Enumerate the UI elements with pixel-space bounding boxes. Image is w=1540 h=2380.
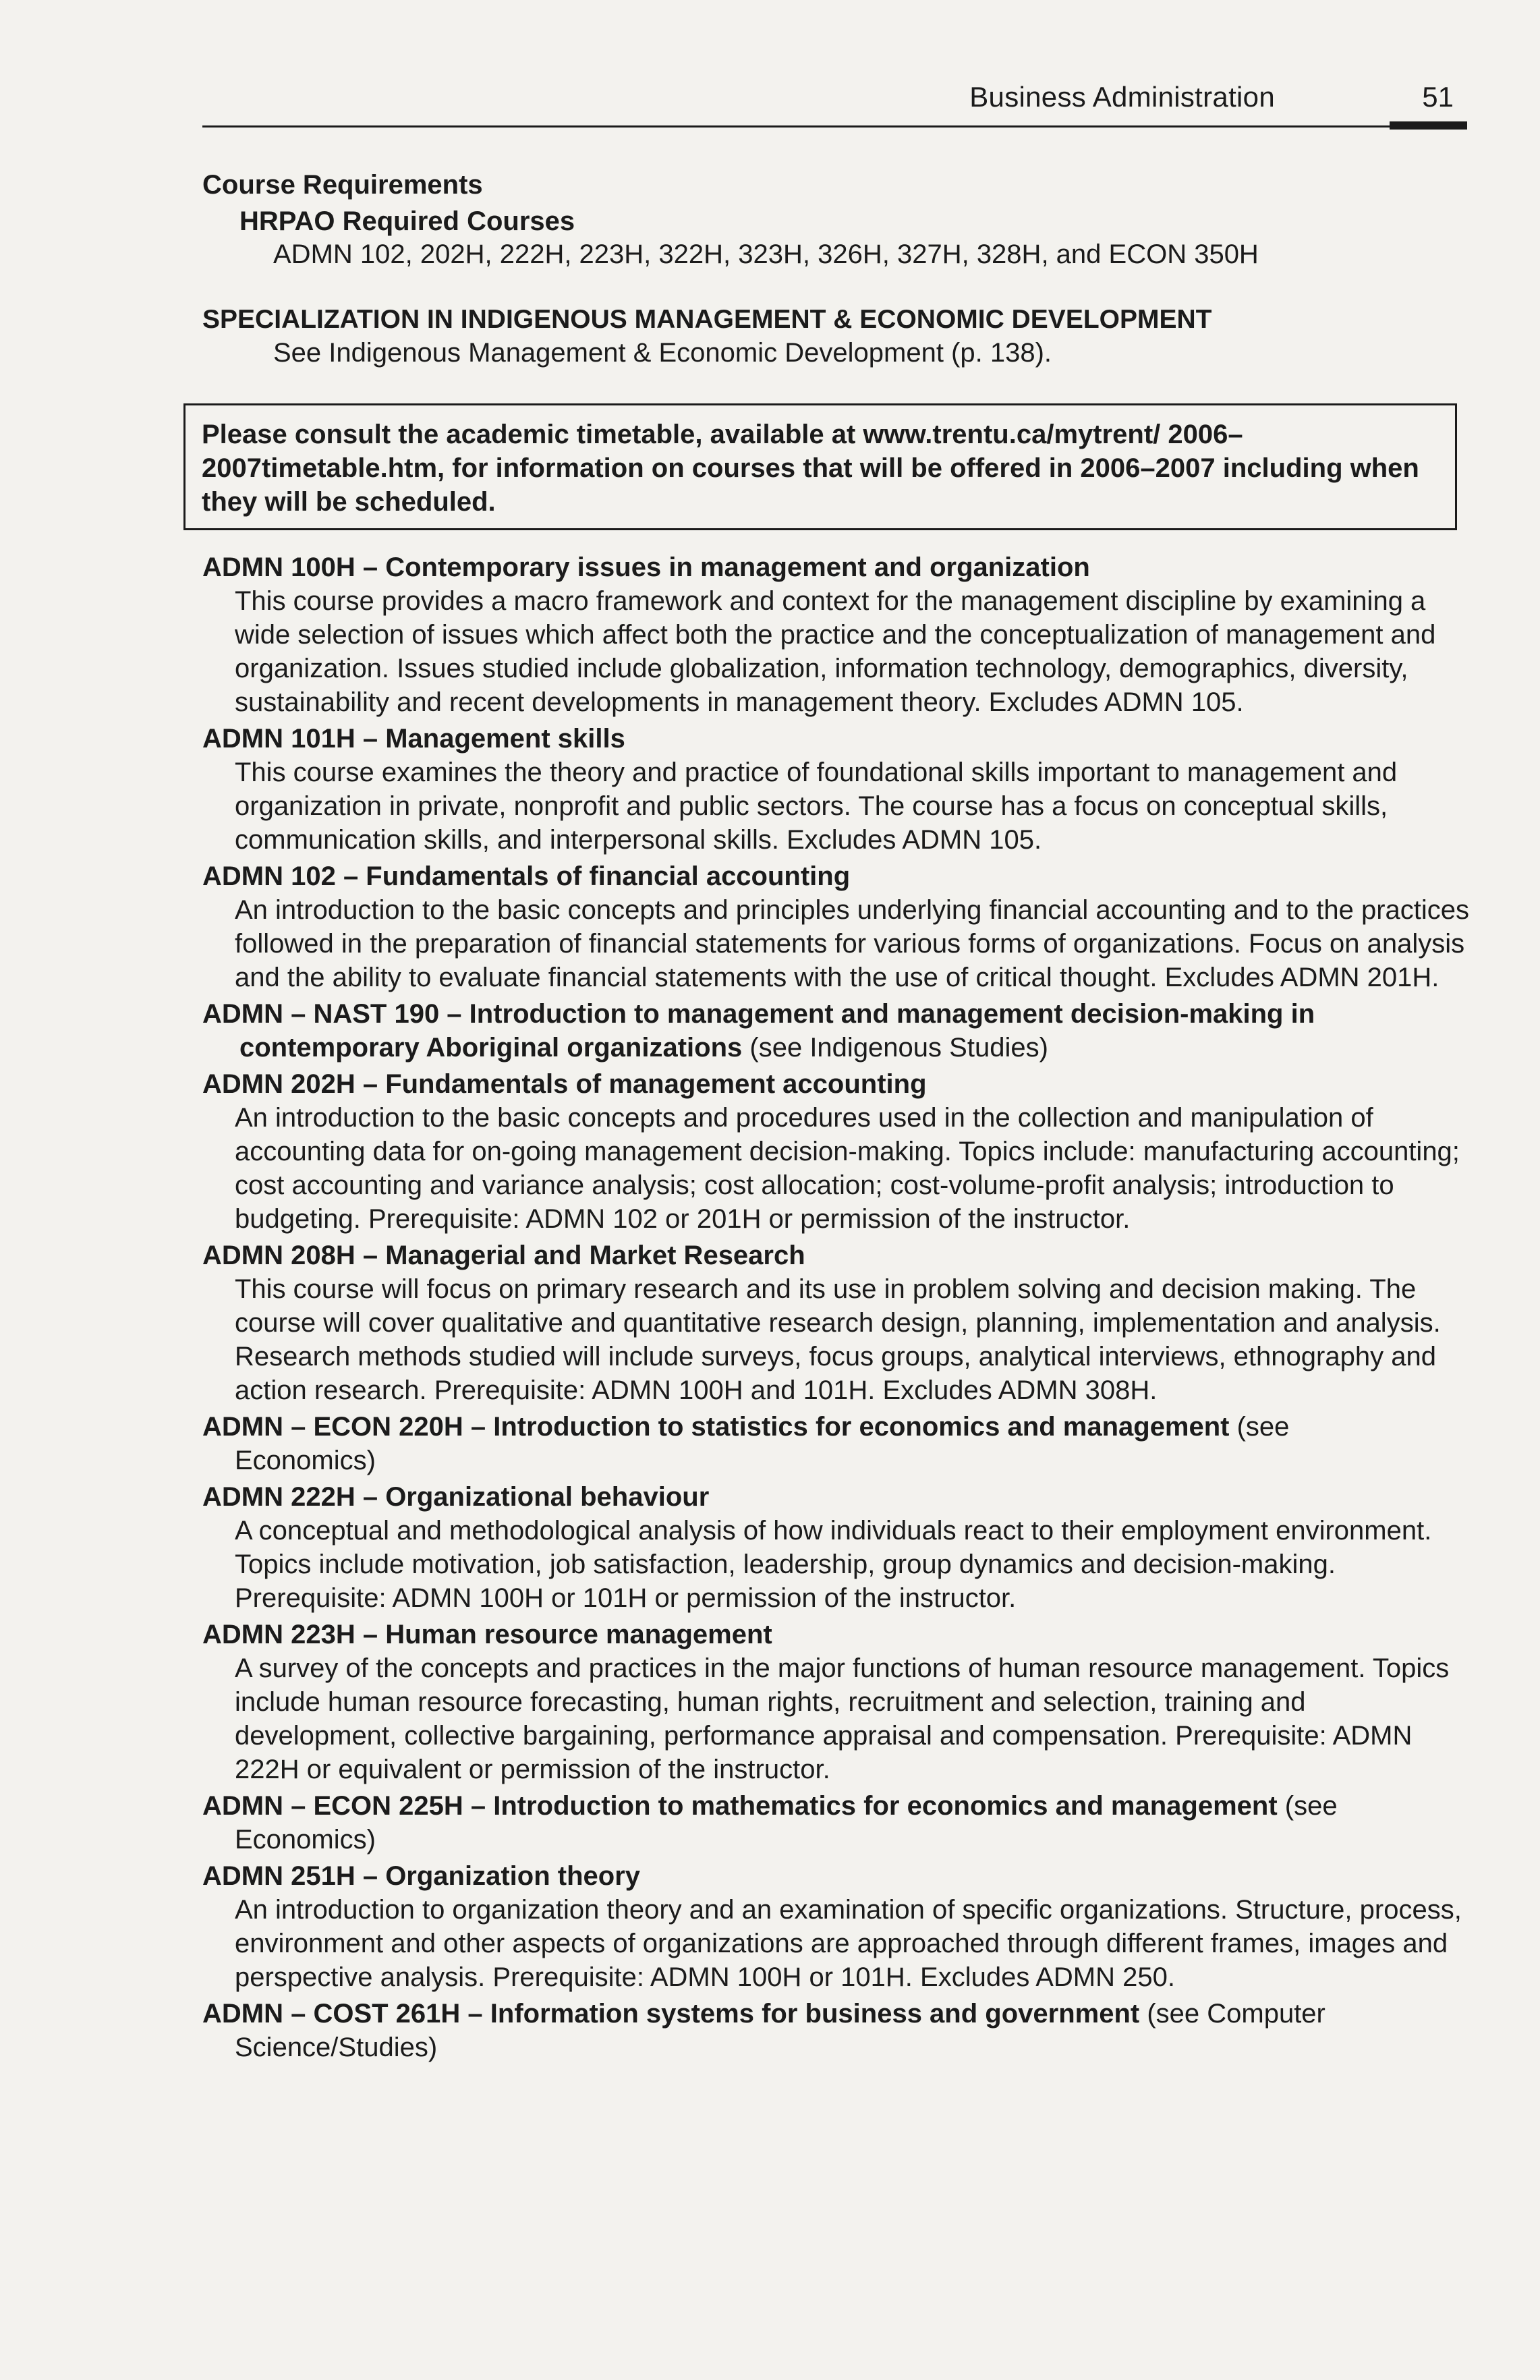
course-cross-reference-continued: Economics) bbox=[235, 1446, 376, 1475]
course-cross-reference: (see bbox=[1229, 1412, 1290, 1442]
course-description: An introduction to the basic concepts and principles underlying financial accounting and to the practices followed in the preparation of financial statements for various forms of organizations. Focus on analysis and the ability to evaluate financial statements with the use of critical thought. Excludes ADMN 201H. bbox=[235, 895, 1470, 992]
course-description: A survey of the concepts and practices in the major functions of human resource management. Topics include human resource forecasting, human rights, recruitment and selection, training and development, collective bargaining, performance appraisal and compensation. Prerequisite: ADMN 222H or equivalent or permission of the instructor. bbox=[235, 1653, 1450, 1784]
course-title bbox=[202, 1997, 1471, 2031]
course-title: ADMN 208H – Managerial and Market Research bbox=[202, 1241, 805, 1270]
course-title: ADMN 223H – Human resource management bbox=[202, 1620, 772, 1649]
course-entry bbox=[202, 859, 1471, 994]
page-header bbox=[202, 73, 1467, 134]
course-title bbox=[202, 1410, 1471, 1444]
requirements-text: ADMN 102, 202H, 222H, 223H, 322H, 323H, 326H, 327H, 328H, and ECON 350H bbox=[273, 239, 1259, 269]
requirements-heading: Course Requirements bbox=[202, 170, 483, 200]
course-cross-reference-continued: Science/Studies) bbox=[235, 2033, 438, 2062]
course-title: ADMN 251H – Organization theory bbox=[202, 1861, 641, 1891]
course-description: This course provides a macro framework and context for the management discipline by examining a wide selection of issues which affect both the practice and the conceptualization of management and organization. Issues studied include globalization, information technology, demographics, diversity, sustainability and recent developments in management theory. Excludes ADMN 105. bbox=[235, 586, 1436, 717]
course-cross-reference: (see Computer bbox=[1139, 1999, 1325, 2029]
course-title-continued bbox=[202, 1031, 1471, 1065]
course-title: ADMN 100H – Contemporary issues in management and organization bbox=[202, 552, 1090, 582]
course-description: An introduction to the basic concepts and procedures used in the collection and manipulation of accounting data for on-going management decision-making. Topics include: manufacturing accounting; cost accounting and variance analysis; cost allocation; cost-volume-profit analysis; introduction to budgeting. Prerequisite: ADMN 102 or 201H or permission of the instructor. bbox=[235, 1103, 1460, 1234]
course-entry bbox=[202, 550, 1471, 719]
course-entry bbox=[202, 997, 1471, 1065]
course-title: ADMN 202H – Fundamentals of management accounting bbox=[202, 1069, 927, 1099]
course-description: An introduction to organization theory and an examination of specific organizations. Structure, process, environment and other aspects of organizations are approached through different frames, images and perspective analysis. Prerequisite: ADMN 100H or 101H. Excludes ADMN 250. bbox=[235, 1895, 1462, 1992]
course-entry bbox=[202, 1789, 1471, 1857]
course-description: This course examines the theory and practice of foundational skills important to management and organization in private, nonprofit and public sectors. The course has a focus on conceptual skills, communication skills, and interpersonal skills. Excludes ADMN 105. bbox=[235, 758, 1398, 855]
course-title: ADMN – NAST 190 – Introduction to management and management decision-making in bbox=[202, 999, 1315, 1029]
course-title-text: ADMN – COST 261H – Information systems for business and government bbox=[202, 1999, 1140, 2029]
specialization-heading: SPECIALIZATION IN INDIGENOUS MANAGEMENT & ECONOMIC DEVELOPMENT bbox=[202, 305, 1212, 334]
course-title bbox=[202, 1789, 1471, 1823]
section-title: Business Administration bbox=[969, 81, 1275, 113]
course-title-cont-text: contemporary Aboriginal organizations bbox=[239, 1033, 743, 1062]
course-entry bbox=[202, 1067, 1471, 1236]
course-entry bbox=[202, 1410, 1471, 1477]
course-cross-reference-continued: Economics) bbox=[235, 1825, 376, 1854]
course-description: This course will focus on primary research and its use in problem solving and decision making. The course will cover qualitative and quantitative research design, planning, implementation and analysis. Research methods studied will include surveys, focus groups, analytical interviews, ethnography and action research. Prerequisite: ADMN 100H and 101H. Excludes ADMN 308H. bbox=[235, 1274, 1441, 1405]
page-content bbox=[202, 169, 1471, 2067]
course-description: A conceptual and methodological analysis of how individuals react to their employment environment. Topics include motivation, job satisfaction, leadership, group dynamics and decision-making. Prerequisite: ADMN 100H or 101H or permission of the instructor. bbox=[235, 1516, 1432, 1613]
requirements-subheading: HRPAO Required Courses bbox=[239, 206, 575, 236]
specialization-text: See Indigenous Management & Economic Development (p. 138). bbox=[273, 338, 1052, 368]
course-cross-reference: (see Indigenous Studies) bbox=[742, 1033, 1048, 1062]
course-title-text: ADMN – ECON 220H – Introduction to statistics for economics and management bbox=[202, 1412, 1230, 1442]
course-entry bbox=[202, 1618, 1471, 1786]
course-list bbox=[202, 550, 1471, 2064]
timetable-notice: Please consult the academic timetable, available at www.trentu.ca/mytrent/ 2006–2007timetable.htm, for information on courses that will be offered in 2006–2007 including when they will be scheduled. bbox=[183, 403, 1457, 530]
course-title: ADMN 101H – Management skills bbox=[202, 724, 625, 754]
course-title-text: ADMN – ECON 225H – Introduction to mathematics for economics and management bbox=[202, 1791, 1278, 1821]
course-title: ADMN 102 – Fundamentals of financial accounting bbox=[202, 861, 851, 891]
page-number: 51 bbox=[1422, 81, 1454, 113]
header-rule bbox=[202, 125, 1467, 128]
course-entry bbox=[202, 1859, 1471, 1994]
header-rule-accent bbox=[1390, 121, 1467, 130]
course-entry bbox=[202, 1239, 1471, 1407]
course-entry bbox=[202, 1997, 1471, 2064]
course-entry bbox=[202, 1480, 1471, 1615]
course-title: ADMN 222H – Organizational behaviour bbox=[202, 1482, 710, 1512]
course-entry bbox=[202, 722, 1471, 857]
course-cross-reference: (see bbox=[1277, 1791, 1338, 1821]
